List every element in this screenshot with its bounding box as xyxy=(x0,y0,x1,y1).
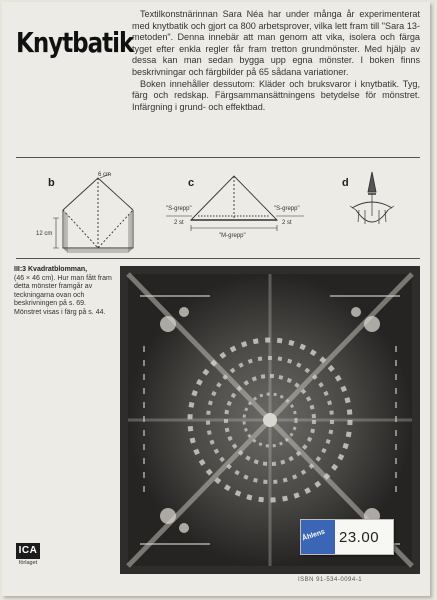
diagram-c-label: c xyxy=(188,177,195,189)
price-value: 23.00 xyxy=(339,529,380,546)
corner-spot xyxy=(179,523,189,533)
diagram-d xyxy=(342,172,394,224)
diagram-c xyxy=(166,176,304,239)
grip-label-right: "S-grepp" xyxy=(274,206,300,212)
folding-diagrams-svg xyxy=(16,158,420,258)
diagram-d-label: d xyxy=(342,177,349,189)
publisher-logo-mark: ICA xyxy=(16,543,40,559)
book-back-cover xyxy=(2,2,430,596)
intro-paragraph: Textilkonstnärinnan Sara Néa har under många år experimenterat med knytbatik och gjort ca 800 arbetsprover, vilka lett fram till "Sara 13-metoden". Denna innebär att man genom att vika, isolera och färga tyget efter enkla regler får fram tretton grundmönster. Med hjälp av dessa kan man sedan bygga upp egna mönster. I boken finns beskrivningar och färgbilder på 65 sådana variationer. xyxy=(132,9,420,77)
corner-spot xyxy=(351,307,361,317)
grip-count-right: 2 st xyxy=(282,220,292,226)
diagram-b-label: b xyxy=(48,177,55,189)
corner-spot xyxy=(364,316,380,332)
store-name: Åhlens xyxy=(301,528,326,543)
diagram-b xyxy=(36,172,133,252)
corner-spot xyxy=(160,316,176,332)
measure-label: 12 cm xyxy=(36,231,53,237)
isbn-number: ISBN 91-534-0094-1 xyxy=(298,577,363,583)
intro-paragraph: Boken innehåller dessutom: Kläder och bruksvaror i knytbatik. Tyg, färg och redskap. Färgsammansättningens betydelse för mönstret. Infärgning i grund- och effektbad. xyxy=(132,78,420,112)
corner-spot xyxy=(160,508,176,524)
photo-caption xyxy=(14,266,114,318)
caption-title: III:3 Kvadratblomman, xyxy=(14,266,88,273)
publisher-logo-sub: förlaget xyxy=(18,560,38,566)
publisher-logo xyxy=(16,543,40,571)
fabric-tip xyxy=(368,172,376,192)
corner-spot xyxy=(179,307,189,317)
grip-label-left: "S-grepp" xyxy=(166,206,192,212)
price-sticker xyxy=(300,519,394,555)
caption-body: (46 × 46 cm). Hur man fått fram detta mönster framgår av teckningarna ovan och beskrivningen på s. 69. Mönstret visas i färg på s. 44. xyxy=(14,274,112,316)
grip-label-bottom: "M-grepp" xyxy=(219,233,246,239)
grip-count-left: 2 st xyxy=(174,220,184,226)
measure-label: 6 cm xyxy=(98,172,112,178)
folding-diagrams xyxy=(16,157,420,259)
bloom-center xyxy=(263,413,277,427)
price-sticker-strip xyxy=(301,520,335,554)
book-title: Knytbatik xyxy=(16,28,134,60)
intro-text xyxy=(132,9,420,113)
